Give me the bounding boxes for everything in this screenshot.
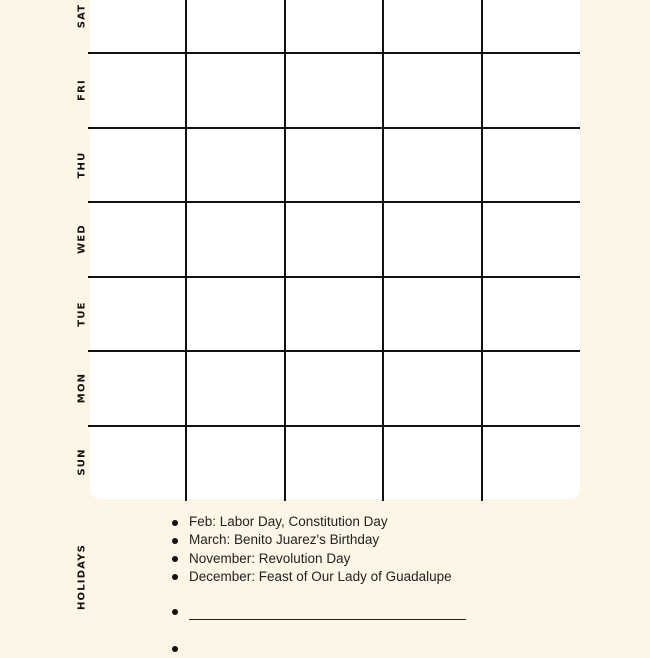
holiday-text: Feb: Labor Day, Constitution Day <box>189 514 388 529</box>
holiday-text: March: Benito Juarez's Birthday <box>189 532 380 548</box>
grid-column-line <box>382 0 384 501</box>
bullet-icon <box>172 556 178 562</box>
bullet-icon <box>172 609 178 615</box>
holiday-text: November: Revolution Day <box>189 550 351 566</box>
list-item <box>170 568 452 586</box>
grid-row-line <box>88 276 580 278</box>
blank-entry-line <box>170 600 470 620</box>
list-item <box>170 550 452 568</box>
write-in-line <box>189 619 466 620</box>
blank-entry-line <box>170 638 470 658</box>
day-label-fri: FRI <box>76 79 88 101</box>
grid-column-line <box>284 0 286 501</box>
grid-row-line <box>88 350 580 352</box>
day-label-mon: MON <box>76 372 88 404</box>
bullet-icon <box>172 520 178 526</box>
bullet-icon <box>172 574 178 580</box>
bullet-icon <box>172 646 178 652</box>
grid-row-line <box>88 425 580 427</box>
day-label-sun: SUN <box>76 448 88 476</box>
holidays-label: HOLIDAYS <box>76 543 88 611</box>
day-label-sat: SAT <box>76 3 88 29</box>
grid-column-line <box>185 0 187 501</box>
day-label-wed: WED <box>76 224 88 254</box>
grid-row-line <box>88 127 580 129</box>
grid-row-line <box>88 201 580 203</box>
grid-column-line <box>481 0 483 501</box>
list-item <box>170 531 452 549</box>
holiday-list <box>170 513 452 586</box>
list-item <box>170 513 452 531</box>
day-label-tue: TUE <box>76 301 88 327</box>
day-label-thu: THU <box>76 151 88 179</box>
grid-row-line <box>88 52 580 54</box>
holiday-text: December: Feast of Our Lady of Guadalupe <box>189 568 452 584</box>
bullet-icon <box>172 538 178 544</box>
